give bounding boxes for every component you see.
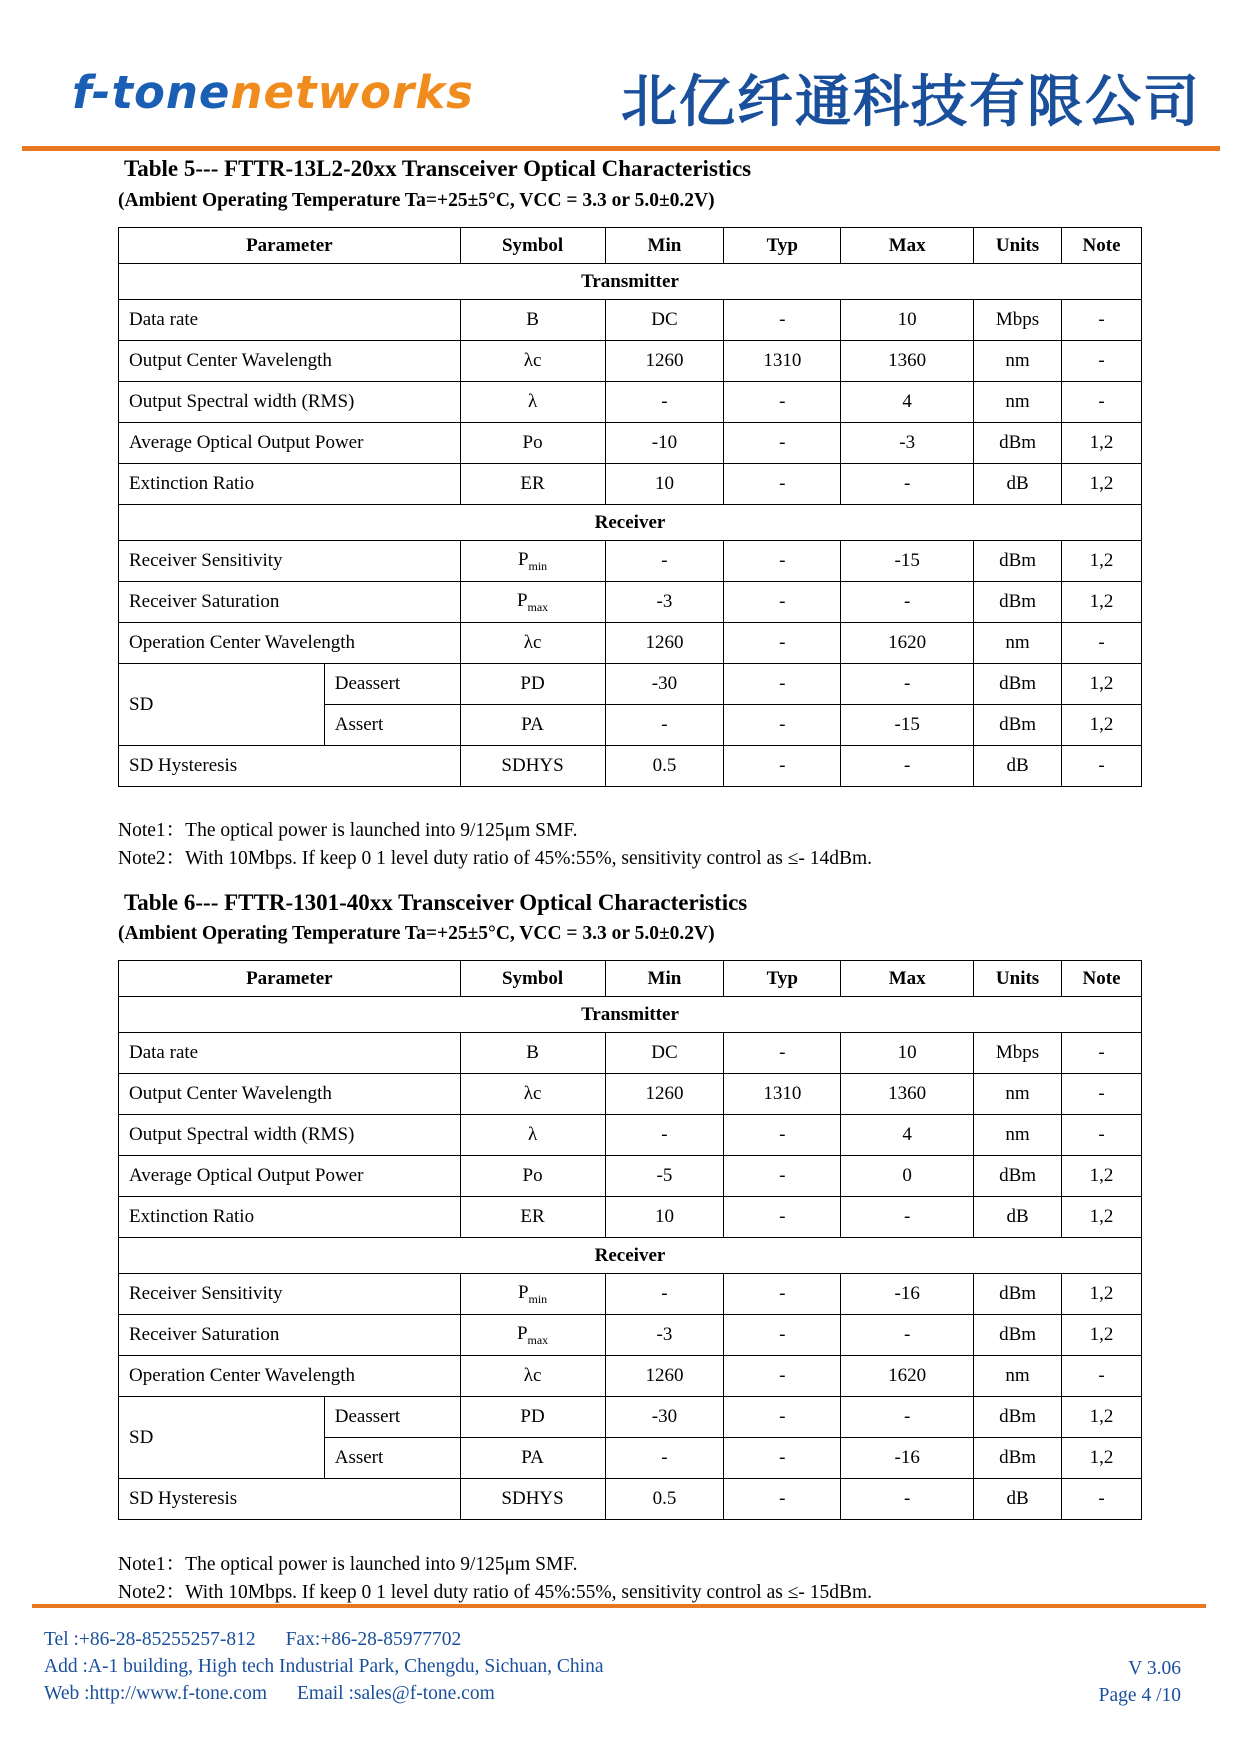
symbol-text: P	[516, 1322, 528, 1344]
note-cell: 1,2	[1062, 1438, 1142, 1479]
symbol-cell	[460, 623, 605, 664]
typ-cell: -	[724, 746, 841, 787]
header-note: Note	[1062, 961, 1142, 997]
table-row	[119, 300, 1142, 341]
note-cell: -	[1062, 1033, 1142, 1074]
min-cell: -5	[605, 1156, 724, 1197]
units-cell: nm	[974, 1115, 1062, 1156]
page-footer-right	[1099, 1655, 1181, 1709]
min-cell: -3	[605, 1315, 724, 1356]
max-cell: -	[841, 1397, 974, 1438]
symbol-cell	[460, 541, 605, 582]
symbol-text: SDHYS	[501, 1488, 564, 1509]
symbol-text: SDHYS	[501, 755, 564, 776]
max-cell: 4	[841, 1115, 974, 1156]
table-row	[119, 423, 1142, 464]
symbol-text: λ	[527, 391, 538, 412]
footer-email: Email :sales@f-tone.com	[297, 1683, 495, 1704]
symbol-text: λc	[523, 350, 542, 371]
note-cell: -	[1062, 300, 1142, 341]
table-row	[119, 1397, 1142, 1438]
min-cell: 10	[605, 464, 724, 505]
table-row	[119, 1033, 1142, 1074]
min-cell: -30	[605, 1397, 724, 1438]
table-row	[119, 541, 1142, 582]
units-cell: dBm	[974, 664, 1062, 705]
units-cell: dB	[974, 464, 1062, 505]
section-transmitter-row	[119, 264, 1142, 300]
units-cell: dBm	[974, 1397, 1062, 1438]
symbol-cell: PA	[460, 1438, 605, 1479]
note-cell: -	[1062, 382, 1142, 423]
min-cell: -30	[605, 664, 724, 705]
symbol-cell	[460, 1197, 605, 1238]
typ-cell: -	[724, 623, 841, 664]
typ-cell: -	[724, 1115, 841, 1156]
symbol-cell: PD	[460, 664, 605, 705]
note-cell: 1,2	[1062, 1197, 1142, 1238]
typ-cell: 1310	[724, 1074, 841, 1115]
company-name: 北亿纤通科技有限公司	[621, 70, 1201, 135]
units-cell: nm	[974, 1074, 1062, 1115]
footer-version: V 3.06	[1128, 1658, 1181, 1679]
header-typ: Typ	[724, 228, 841, 264]
sd-label-cell: SD	[119, 664, 325, 746]
typ-cell: -	[724, 582, 841, 623]
note-cell: -	[1062, 1074, 1142, 1115]
param-cell: Receiver Sensitivity	[119, 541, 461, 582]
symbol-cell	[460, 341, 605, 382]
note-cell: 1,2	[1062, 1397, 1142, 1438]
symbol-cell	[460, 1115, 605, 1156]
table-row	[119, 1356, 1142, 1397]
min-cell: 1260	[605, 623, 724, 664]
units-cell: dBm	[974, 541, 1062, 582]
max-cell: -	[841, 1315, 974, 1356]
param-cell: Receiver Sensitivity	[119, 1274, 461, 1315]
footer-web: Web :http://www.f-tone.com	[44, 1683, 267, 1704]
max-cell: -16	[841, 1438, 974, 1479]
min-cell: DC	[605, 1033, 724, 1074]
symbol-cell	[460, 1156, 605, 1197]
units-cell: dBm	[974, 1315, 1062, 1356]
note-cell: 1,2	[1062, 1315, 1142, 1356]
symbol-cell	[460, 1315, 605, 1356]
header-parameter: Parameter	[119, 961, 461, 997]
param-cell: Output Spectral width (RMS)	[119, 1115, 461, 1156]
section-transmitter-row	[119, 997, 1142, 1033]
note-cell: 1,2	[1062, 1274, 1142, 1315]
min-cell: -	[605, 705, 724, 746]
symbol-text: λc	[523, 632, 542, 653]
max-cell: 10	[841, 1033, 974, 1074]
table-5-note-1: Note1：The optical power is launched into 9/125μm SMF.	[118, 820, 578, 841]
page-footer	[44, 1626, 603, 1707]
typ-cell: -	[724, 705, 841, 746]
max-cell: 1360	[841, 341, 974, 382]
min-cell: DC	[605, 300, 724, 341]
param-cell: Assert	[324, 705, 460, 746]
min-cell: -	[605, 541, 724, 582]
table-6-note-1: Note1：The optical power is launched into 9/125μm SMF.	[118, 1554, 578, 1575]
max-cell: -	[841, 746, 974, 787]
param-cell: Extinction Ratio	[119, 464, 461, 505]
max-cell: -16	[841, 1274, 974, 1315]
symbol-cell	[460, 1074, 605, 1115]
symbol-text: λc	[523, 1365, 542, 1386]
table-6-note-2: Note2：With 10Mbps. If keep 0 1 level duty ratio of 45%:55%, sensitivity control as ≤- 15dBm.	[118, 1582, 873, 1603]
units-cell: nm	[974, 623, 1062, 664]
table-6-subtitle: (Ambient Operating Temperature Ta=+25±5°C, VCC = 3.3 or 5.0±0.2V)	[118, 923, 715, 944]
min-cell: 1260	[605, 1356, 724, 1397]
max-cell: -	[841, 1479, 974, 1520]
symbol-cell	[460, 1033, 605, 1074]
symbol-cell: PA	[460, 705, 605, 746]
typ-cell: -	[724, 1479, 841, 1520]
param-cell: Output Center Wavelength	[119, 341, 461, 382]
symbol-text: ER	[520, 1206, 545, 1227]
min-cell: 0.5	[605, 746, 724, 787]
units-cell: nm	[974, 382, 1062, 423]
typ-cell: -	[724, 1156, 841, 1197]
min-cell: -	[605, 1274, 724, 1315]
header-min: Min	[605, 228, 724, 264]
typ-cell: -	[724, 1397, 841, 1438]
typ-cell: -	[724, 541, 841, 582]
units-cell: dB	[974, 1479, 1062, 1520]
symbol-cell	[460, 746, 605, 787]
typ-cell: -	[724, 1438, 841, 1479]
symbol-text: B	[526, 1042, 539, 1063]
typ-cell: -	[724, 382, 841, 423]
symbol-subscript: max	[527, 1332, 549, 1347]
units-cell: dBm	[974, 582, 1062, 623]
max-cell: -	[841, 664, 974, 705]
table-header-row	[119, 228, 1142, 264]
table-row	[119, 664, 1142, 705]
header-units: Units	[974, 228, 1062, 264]
note-cell: 1,2	[1062, 582, 1142, 623]
param-cell: Output Spectral width (RMS)	[119, 382, 461, 423]
typ-cell: -	[724, 300, 841, 341]
max-cell: -15	[841, 541, 974, 582]
symbol-text: B	[526, 309, 539, 330]
min-cell: -	[605, 1115, 724, 1156]
typ-cell: -	[724, 1315, 841, 1356]
table-5	[118, 227, 1142, 787]
symbol-text: Po	[522, 1165, 543, 1186]
param-cell: Output Center Wavelength	[119, 1074, 461, 1115]
note-cell: 1,2	[1062, 705, 1142, 746]
table-5-note-2: Note2：With 10Mbps. If keep 0 1 level duty ratio of 45%:55%, sensitivity control as ≤- 14dBm.	[118, 848, 873, 869]
typ-cell: -	[724, 464, 841, 505]
header-max: Max	[841, 228, 974, 264]
table-row	[119, 1115, 1142, 1156]
header-max: Max	[841, 961, 974, 997]
typ-cell: -	[724, 1274, 841, 1315]
footer-tel: Tel :+86-28-85255257-812	[44, 1629, 256, 1650]
table-row	[119, 341, 1142, 382]
symbol-cell	[460, 423, 605, 464]
max-cell: 1620	[841, 623, 974, 664]
header-min: Min	[605, 961, 724, 997]
logo-text-networks: networks	[230, 66, 474, 119]
table-5-title: Table 5--- FTTR-13L2-20xx Transceiver Optical Characteristics	[124, 156, 752, 181]
max-cell: -	[841, 582, 974, 623]
param-cell: Deassert	[324, 1397, 460, 1438]
max-cell: 10	[841, 300, 974, 341]
max-cell: -	[841, 1197, 974, 1238]
param-cell: Extinction Ratio	[119, 1197, 461, 1238]
header-units: Units	[974, 961, 1062, 997]
units-cell: dB	[974, 1197, 1062, 1238]
note-cell: 1,2	[1062, 1156, 1142, 1197]
units-cell: dBm	[974, 705, 1062, 746]
min-cell: 1260	[605, 341, 724, 382]
table-row	[119, 1074, 1142, 1115]
table-row	[119, 1197, 1142, 1238]
section-receiver: Receiver	[119, 1238, 1142, 1274]
symbol-cell	[460, 582, 605, 623]
note-cell: -	[1062, 341, 1142, 382]
symbol-text: P	[516, 589, 528, 611]
typ-cell: -	[724, 423, 841, 464]
param-cell: Receiver Saturation	[119, 1315, 461, 1356]
note-cell: -	[1062, 1115, 1142, 1156]
company-logo	[72, 66, 474, 119]
param-cell: SD Hysteresis	[119, 746, 461, 787]
param-cell: Deassert	[324, 664, 460, 705]
table-row	[119, 1274, 1142, 1315]
typ-cell: -	[724, 1033, 841, 1074]
param-cell: Operation Center Wavelength	[119, 623, 461, 664]
param-cell: Average Optical Output Power	[119, 1156, 461, 1197]
note-cell: 1,2	[1062, 664, 1142, 705]
max-cell: -3	[841, 423, 974, 464]
section-receiver: Receiver	[119, 505, 1142, 541]
min-cell: -	[605, 1438, 724, 1479]
param-cell: Average Optical Output Power	[119, 423, 461, 464]
logo-text-ftone: f-tone	[72, 66, 231, 119]
min-cell: 1260	[605, 1074, 724, 1115]
units-cell: nm	[974, 341, 1062, 382]
note-cell: 1,2	[1062, 423, 1142, 464]
param-cell: Data rate	[119, 300, 461, 341]
footer-divider	[32, 1604, 1206, 1608]
max-cell: 4	[841, 382, 974, 423]
units-cell: dBm	[974, 1156, 1062, 1197]
header-divider	[22, 146, 1220, 151]
typ-cell: -	[724, 664, 841, 705]
table-row	[119, 623, 1142, 664]
note-cell: 1,2	[1062, 541, 1142, 582]
max-cell: 1360	[841, 1074, 974, 1115]
param-cell: Data rate	[119, 1033, 461, 1074]
min-cell: -10	[605, 423, 724, 464]
table-row	[119, 1156, 1142, 1197]
table-row	[119, 1315, 1142, 1356]
symbol-subscript: min	[528, 558, 548, 573]
symbol-text: λ	[527, 1124, 538, 1145]
sd-label-cell: SD	[119, 1397, 325, 1479]
typ-cell: -	[724, 1356, 841, 1397]
footer-address: Add :A-1 building, High tech Industrial Park, Chengdu, Sichuan, China	[44, 1656, 604, 1677]
symbol-text: P	[517, 1281, 529, 1303]
max-cell: -15	[841, 705, 974, 746]
min-cell: 0.5	[605, 1479, 724, 1520]
max-cell: 1620	[841, 1356, 974, 1397]
symbol-cell: PD	[460, 1397, 605, 1438]
units-cell: Mbps	[974, 1033, 1062, 1074]
note-cell: 1,2	[1062, 464, 1142, 505]
section-receiver-row	[119, 505, 1142, 541]
symbol-text: λc	[523, 1083, 542, 1104]
table-header-row	[119, 961, 1142, 997]
note-cell: -	[1062, 1479, 1142, 1520]
symbol-cell	[460, 464, 605, 505]
symbol-cell	[460, 1479, 605, 1520]
section-transmitter: Transmitter	[119, 997, 1142, 1033]
note-cell: -	[1062, 746, 1142, 787]
symbol-text: ER	[520, 473, 545, 494]
max-cell: 0	[841, 1156, 974, 1197]
param-cell: SD Hysteresis	[119, 1479, 461, 1520]
header-typ: Typ	[724, 961, 841, 997]
param-cell: Operation Center Wavelength	[119, 1356, 461, 1397]
section-transmitter: Transmitter	[119, 264, 1142, 300]
param-cell: Receiver Saturation	[119, 582, 461, 623]
header-symbol: Symbol	[460, 961, 605, 997]
units-cell: dBm	[974, 423, 1062, 464]
footer-page-number: Page 4 /10	[1098, 1685, 1181, 1706]
table-row	[119, 382, 1142, 423]
min-cell: -	[605, 382, 724, 423]
note-cell: -	[1062, 623, 1142, 664]
note-cell: -	[1062, 1356, 1142, 1397]
table-row	[119, 1479, 1142, 1520]
param-cell: Assert	[324, 1438, 460, 1479]
units-cell: dB	[974, 746, 1062, 787]
symbol-text: Po	[522, 432, 543, 453]
symbol-subscript: min	[528, 1291, 548, 1306]
symbol-cell	[460, 300, 605, 341]
typ-cell: 1310	[724, 341, 841, 382]
symbol-cell	[460, 1356, 605, 1397]
units-cell: nm	[974, 1356, 1062, 1397]
max-cell: -	[841, 464, 974, 505]
header-parameter: Parameter	[119, 228, 461, 264]
footer-fax: Fax:+86-28-85977702	[285, 1629, 462, 1650]
table-row	[119, 464, 1142, 505]
table-6	[118, 960, 1142, 1520]
page-header	[0, 0, 1241, 160]
section-receiver-row	[119, 1238, 1142, 1274]
typ-cell: -	[724, 1197, 841, 1238]
table-6-title: Table 6--- FTTR-1301-40xx Transceiver Optical Characteristics	[124, 890, 748, 915]
units-cell: Mbps	[974, 300, 1062, 341]
header-symbol: Symbol	[460, 228, 605, 264]
symbol-text: P	[517, 548, 529, 570]
min-cell: -3	[605, 582, 724, 623]
symbol-subscript: max	[527, 599, 549, 614]
symbol-cell	[460, 1274, 605, 1315]
table-row	[119, 746, 1142, 787]
units-cell: dBm	[974, 1274, 1062, 1315]
min-cell: 10	[605, 1197, 724, 1238]
symbol-cell	[460, 382, 605, 423]
header-note: Note	[1062, 228, 1142, 264]
units-cell: dBm	[974, 1438, 1062, 1479]
table-5-subtitle: (Ambient Operating Temperature Ta=+25±5°C, VCC = 3.3 or 5.0±0.2V)	[118, 190, 715, 211]
table-row	[119, 582, 1142, 623]
